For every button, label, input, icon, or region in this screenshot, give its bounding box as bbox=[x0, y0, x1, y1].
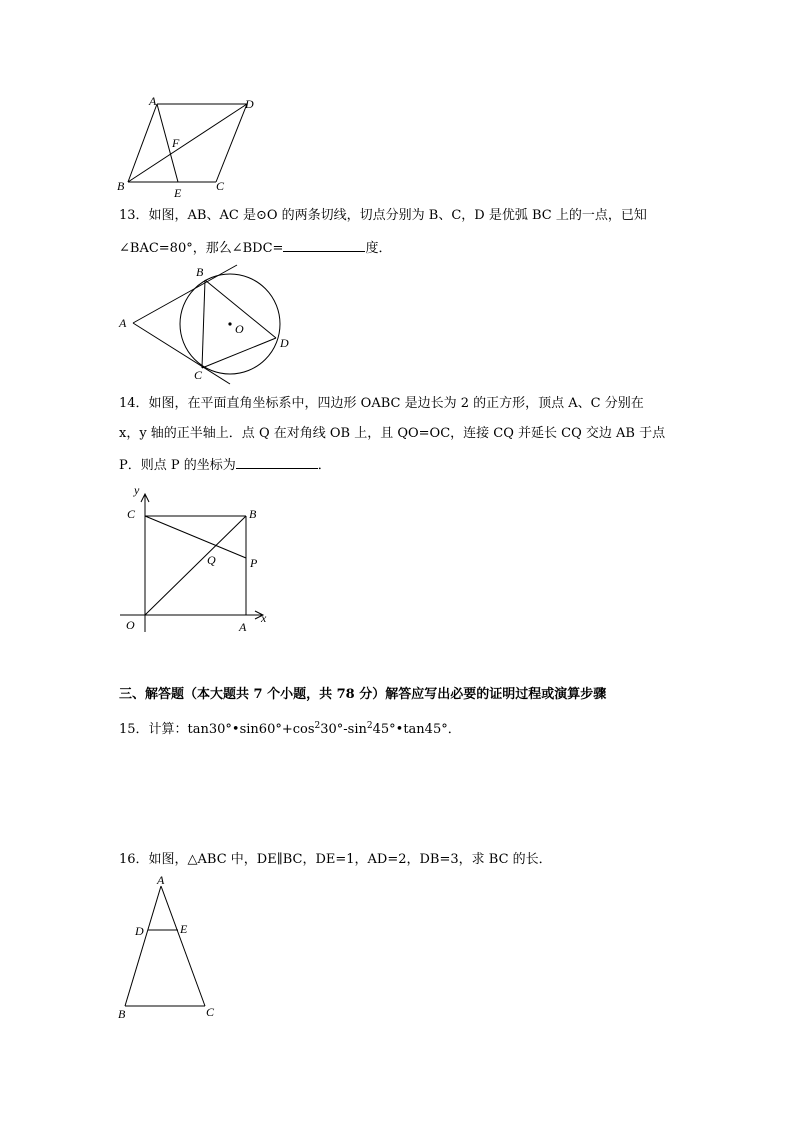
figure-parallelogram bbox=[112, 92, 262, 202]
label-C: C bbox=[194, 368, 203, 382]
label-A: A bbox=[149, 94, 157, 108]
label-B: B bbox=[118, 1007, 126, 1021]
q15-prefix: 15．计算：tan30°•sin60°+cos bbox=[119, 722, 315, 737]
label-C: C bbox=[216, 179, 225, 193]
q14-line3 bbox=[119, 455, 331, 475]
parallelogram-diagram bbox=[112, 92, 262, 202]
q15-mid: 30°-sin bbox=[320, 722, 367, 737]
label-D: D bbox=[280, 336, 289, 350]
q13-line2-end: 度． bbox=[365, 241, 392, 256]
q15-expression bbox=[119, 721, 461, 739]
label-y: y bbox=[134, 483, 140, 497]
label-D: D bbox=[135, 924, 144, 938]
label-C: C bbox=[206, 1005, 215, 1019]
q14-line1: 14．如图，在平面直角坐标系中，四边形 OABC 是边长为 2 的正方形，顶点 A、C 分别在 bbox=[119, 396, 644, 411]
label-O: O bbox=[126, 618, 135, 632]
label-E: E bbox=[174, 186, 182, 200]
label-A: A bbox=[119, 316, 127, 330]
q16-text: 16．如图，△ABC 中，DE∥BC，DE=1，AD=2，DB=3，求 BC 的长． bbox=[119, 852, 552, 867]
label-B: B bbox=[249, 507, 257, 521]
label-F: F bbox=[172, 136, 180, 150]
q14-line3-text: P．则点 P 的坐标为 bbox=[119, 458, 236, 473]
q15-suffix: 45°•tan45°． bbox=[372, 722, 461, 737]
label-B: B bbox=[196, 265, 204, 279]
q15-sup1: 2 bbox=[314, 721, 321, 731]
figure-triangle bbox=[112, 872, 222, 1022]
circle-tangent-diagram bbox=[112, 258, 302, 388]
label-O: O bbox=[235, 322, 244, 336]
figure-coordinate-square bbox=[115, 482, 275, 637]
label-x: x bbox=[261, 611, 267, 625]
q14-answer-blank[interactable] bbox=[236, 455, 318, 469]
center-point-O bbox=[228, 322, 231, 325]
label-E: E bbox=[180, 922, 188, 936]
label-A: A bbox=[239, 620, 247, 634]
label-Q: Q bbox=[207, 553, 216, 567]
label-C: C bbox=[127, 507, 136, 521]
coordinate-square-diagram bbox=[115, 482, 275, 637]
label-D: D bbox=[245, 97, 254, 111]
q14-line3-end: ． bbox=[317, 458, 331, 473]
triangle-diagram bbox=[112, 872, 222, 1022]
q13-line2 bbox=[119, 238, 391, 258]
section-heading: 三、解答题（本大题共 7 个小题，共 78 分）解答应写出必要的证明过程或演算步骤 bbox=[119, 687, 607, 702]
label-A: A bbox=[157, 873, 165, 887]
figure-circle-tangents bbox=[112, 258, 302, 388]
label-B: B bbox=[117, 179, 125, 193]
q13-line2-text: ∠BAC=80°，那么∠BDC= bbox=[119, 241, 284, 256]
label-P: P bbox=[250, 556, 258, 570]
q13-line1: 13．如图，AB、AC 是⊙O 的两条切线，切点分别为 B、C，D 是优弧 BC 上的一点，已知 bbox=[119, 208, 647, 223]
q14-line2: x，y 轴的正半轴上．点 Q 在对角线 OB 上，且 QO=OC，连接 CQ 并延长 CQ 交边 AB 于点 bbox=[119, 426, 666, 441]
q13-answer-blank[interactable] bbox=[283, 238, 365, 252]
q15-sup2: 2 bbox=[366, 721, 373, 731]
